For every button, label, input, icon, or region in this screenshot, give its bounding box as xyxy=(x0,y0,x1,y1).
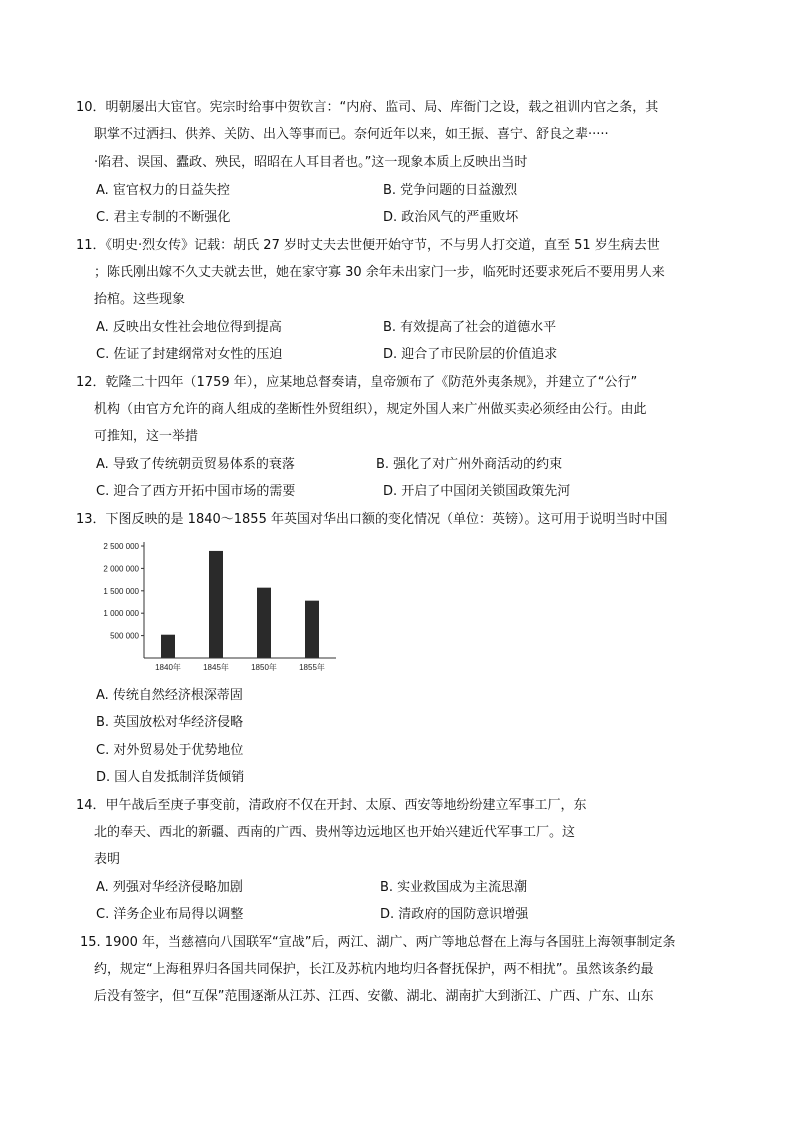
q12-option-a: A. 导致了传统朝贡贸易体系的衰落 xyxy=(96,457,295,472)
y-tick-label: 2 000 000 xyxy=(103,564,139,574)
bar-1 xyxy=(209,551,223,658)
q15-line-1: 15. 1900 年，当慈禧向八国联军“宣战”后，两江、湖广、两广等地总督在上海与各国驻上海领事制定条 xyxy=(80,935,676,950)
y-tick-label: 1 000 000 xyxy=(103,609,139,619)
y-tick-label: 2 500 000 xyxy=(103,542,139,551)
q14-line-3: 表明 xyxy=(94,852,121,867)
q12-line-2: 机构（由官方允许的商人组成的垄断性外贸组织），规定外国人来广州做买卖必须经由公行。由此 xyxy=(94,402,647,417)
q13-option-c: C. 对外贸易处于优势地位 xyxy=(96,743,244,758)
q11-line-2: ；陈氏刚出嫁不久丈夫就去世，她在家守寡 30 余年未出家门一步，临死时还要求死后不要用男人来 xyxy=(94,265,665,280)
q11-option-b: B. 有效提高了社会的道德水平 xyxy=(383,320,557,335)
y-tick-label: 500 000 xyxy=(110,631,139,641)
q11-option-c: C. 佐证了封建纲常对女性的压迫 xyxy=(96,347,283,362)
export-bar-chart xyxy=(92,534,342,674)
x-tick-label: 1850年 xyxy=(251,663,277,672)
x-tick-label: 1840年 xyxy=(155,663,181,672)
q14-line-1: 14．甲午战后至庚子事变前，清政府不仅在开封、太原、西安等地纷纷建立军事工厂，东 xyxy=(76,798,587,813)
q10-option-b: B. 党争问题的日益激烈 xyxy=(383,183,518,198)
q12-line-3: 可推知，这一举措 xyxy=(94,429,199,444)
q12-line-1: 12．乾隆二十四年（1759 年），应某地总督奏请，皇帝颁布了《防范外夷条规》，并建立了“公行” xyxy=(76,375,638,390)
q11-option-d: D. 迎合了市民阶层的价值追求 xyxy=(383,347,558,362)
bar-3 xyxy=(305,601,319,658)
q12-option-c: C. 迎合了西方开拓中国市场的需要 xyxy=(96,484,296,499)
q14-option-d: D. 清政府的国防意识增强 xyxy=(380,907,529,922)
q15-line-2: 约，规定“上海租界归各国共同保护，长江及苏杭内地均归各督抚保护，两不相扰”。虽然该条约最 xyxy=(94,962,654,977)
q10-line-1: 10．明朝屡出大宦官。宪宗时给事中贺钦言：“内府、监司、局、库衙门之设，载之祖训内官之条，其 xyxy=(76,100,659,115)
q14-line-2: 北的奉天、西北的新疆、西南的广西、贵州等边远地区也开始兴建近代军事工厂。这 xyxy=(94,825,576,840)
bar-0 xyxy=(161,635,175,658)
q15-line-3: 后没有签字，但“互保”范围逐渐从江苏、江西、安徽、湖北、湖南扩大到浙江、广西、广东、山东 xyxy=(94,989,654,1004)
q10-line-3: ·陷君、误国、蠹政、殃民，昭昭在人耳目者也。”这一现象本质上反映出当时 xyxy=(94,155,528,170)
q13-option-d: D. 国人自发抵制洋货倾销 xyxy=(96,770,245,785)
q10-option-c: C. 君主专制的不断强化 xyxy=(96,210,231,225)
q10-line-2: 职掌不过洒扫、供养、关防、出入等事而已。奈何近年以来，如王振、喜宁、舒良之辈····· xyxy=(94,127,609,142)
q12-option-b: B. 强化了对广州外商活动的约束 xyxy=(376,457,563,472)
q13-option-b: B. 英国放松对华经济侵略 xyxy=(96,715,244,730)
q11-option-a: A. 反映出女性社会地位得到提高 xyxy=(96,320,282,335)
q13-option-a: A. 传统自然经济根深蒂固 xyxy=(96,688,243,703)
q10-option-a: A. 宦官权力的日益失控 xyxy=(96,183,230,198)
y-tick-label: 1 500 000 xyxy=(103,586,139,596)
q13-line-1: 13．下图反映的是 1840～1855 年英国对华出口额的变化情况（单位：英镑）。这可用于说明当时中国 xyxy=(76,512,668,527)
q12-option-d: D. 开启了中国闭关锁国政策先河 xyxy=(383,484,571,499)
q14-option-a: A. 列强对华经济侵略加剧 xyxy=(96,880,243,895)
bar-2 xyxy=(257,588,271,658)
q11-line-3: 抬棺。这些现象 xyxy=(94,292,186,307)
q10-option-d: D. 政治风气的严重败坏 xyxy=(383,210,519,225)
q14-option-b: B. 实业救国成为主流思潮 xyxy=(380,880,528,895)
x-tick-label: 1845年 xyxy=(203,663,229,672)
x-tick-label: 1855年 xyxy=(299,663,325,672)
q14-option-c: C. 洋务企业布局得以调整 xyxy=(96,907,244,922)
q11-line-1: 11．《明史·烈女传》记载：胡氏 27 岁时丈夫去世便开始守节，不与男人打交道，直至 51 岁生病去世 xyxy=(76,238,660,253)
